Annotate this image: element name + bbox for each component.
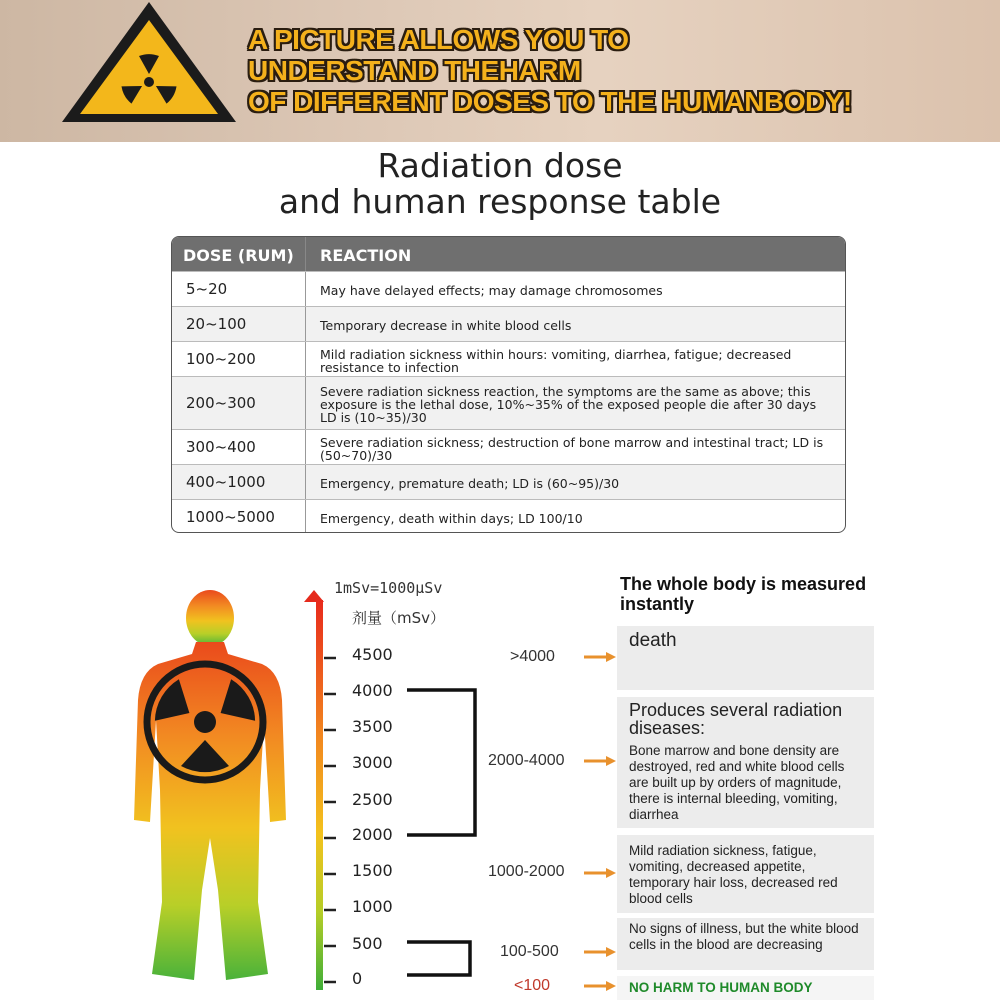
range-label-over-4000: >4000 <box>510 648 555 665</box>
dose-cell: 100~200 <box>172 342 306 376</box>
tick-label: 1500 <box>352 861 393 880</box>
reaction-cell: Temporary decrease in white blood cells <box>320 318 572 333</box>
human-figure-icon <box>130 590 290 982</box>
effect-diseases-text: Bone marrow and bone density are destroyed, red and white blood cells are built up by orders of magnitude, there is internal bleeding, vomiting, diarrhea <box>629 743 845 822</box>
reaction-cell: Severe radiation sickness; destruction of bone marrow and intestinal tract; LD is (50~70)/30 <box>320 434 824 463</box>
table-row <box>172 464 845 499</box>
dose-cell: 5~20 <box>172 272 306 306</box>
arrow-right-icon <box>584 756 616 766</box>
effect-no-illness-text: No signs of illness, but the white blood cells in the blood are decreasing <box>629 921 859 952</box>
effect-no-harm-text: NO HARM TO HUMAN BODY <box>629 980 813 995</box>
effect-diseases-title: Produces several radiation diseases: <box>629 700 843 738</box>
reaction-cell: Emergency, premature death; LD is (60~95)/30 <box>320 476 620 491</box>
banner-line-3: OF DIFFERENT DOSES TO THE HUMANBODY! <box>248 86 852 117</box>
effect-box-no-illness <box>617 918 874 970</box>
banner-headline <box>248 24 988 117</box>
dose-unit-label: 剂量（mSv） <box>352 609 446 627</box>
reaction-cell: Severe radiation sickness reaction, the symptoms are the same as above; this exposure is the lethal dose, 10%~35% of the exposed people die after 30 days LD is (10~35)/30 <box>320 384 817 425</box>
effects-panel-title: The whole body is measured instantly <box>620 574 867 614</box>
column-header-reaction: REACTION <box>320 246 412 265</box>
dose-cell: 200~300 <box>172 377 306 429</box>
tick-label: 3500 <box>352 717 393 736</box>
table-title-line-2: and human response table <box>278 182 722 221</box>
dose-scale-bar <box>304 590 336 990</box>
arrow-right-icon <box>584 868 616 878</box>
tick-label: 2000 <box>352 825 393 844</box>
tick-label: 500 <box>352 934 383 953</box>
range-brackets <box>405 680 495 980</box>
tick-label: 0 <box>352 969 363 988</box>
reaction-cell: Emergency, death within days; LD 100/10 <box>320 511 583 526</box>
table-row <box>172 499 845 533</box>
effect-box-radiation-diseases <box>617 697 874 828</box>
tick-label: 1000 <box>352 897 393 916</box>
radiation-warning-icon <box>58 0 240 124</box>
tick-label: 3000 <box>352 753 393 772</box>
range-label-1000-2000: 1000-2000 <box>488 863 565 880</box>
range-label-100-500: 100-500 <box>500 943 559 960</box>
table-row <box>172 341 845 376</box>
table-row <box>172 271 845 306</box>
reaction-cell: May have delayed effects; may damage chromosomes <box>320 283 663 298</box>
table-row <box>172 376 845 429</box>
tick-label: 2500 <box>352 790 393 809</box>
banner-line-2: UNDERSTAND THEHARM <box>248 55 581 86</box>
dose-cell: 400~1000 <box>172 465 306 499</box>
effect-box-death <box>617 626 874 690</box>
table-title <box>0 148 1000 220</box>
effect-mild-text: Mild radiation sickness, fatigue, vomiting, decreased appetite, temporary hair loss, decreased red blood cells <box>629 843 838 906</box>
table-row <box>172 429 845 464</box>
arrow-right-icon <box>584 652 616 662</box>
table-row <box>172 306 845 341</box>
arrow-right-icon <box>584 981 616 991</box>
effect-box-no-harm <box>617 976 874 1000</box>
dose-response-table <box>171 236 846 533</box>
effect-box-mild-sickness <box>617 835 874 913</box>
dose-cell: 1000~5000 <box>172 500 306 533</box>
dose-cell: 300~400 <box>172 430 306 464</box>
table-header-row <box>172 237 845 271</box>
column-header-dose: DOSE (RUM) <box>172 237 306 271</box>
reaction-cell: Mild radiation sickness within hours: vomiting, diarrhea, fatigue; decreased resistance to infection <box>320 346 792 375</box>
header-banner <box>0 0 1000 142</box>
unit-conversion-label: 1mSv=1000μSv <box>334 579 443 597</box>
table-title-line-1: Radiation dose <box>377 146 623 185</box>
range-label-under-100: <100 <box>514 977 551 994</box>
tick-label: 4000 <box>352 681 393 700</box>
effect-death-text: death <box>629 630 677 651</box>
banner-line-1: A PICTURE ALLOWS YOU TO <box>248 24 629 55</box>
tick-label: 4500 <box>352 645 393 664</box>
arrow-right-icon <box>584 947 616 957</box>
dose-cell: 20~100 <box>172 307 306 341</box>
range-label-2000-4000: 2000-4000 <box>488 752 565 769</box>
